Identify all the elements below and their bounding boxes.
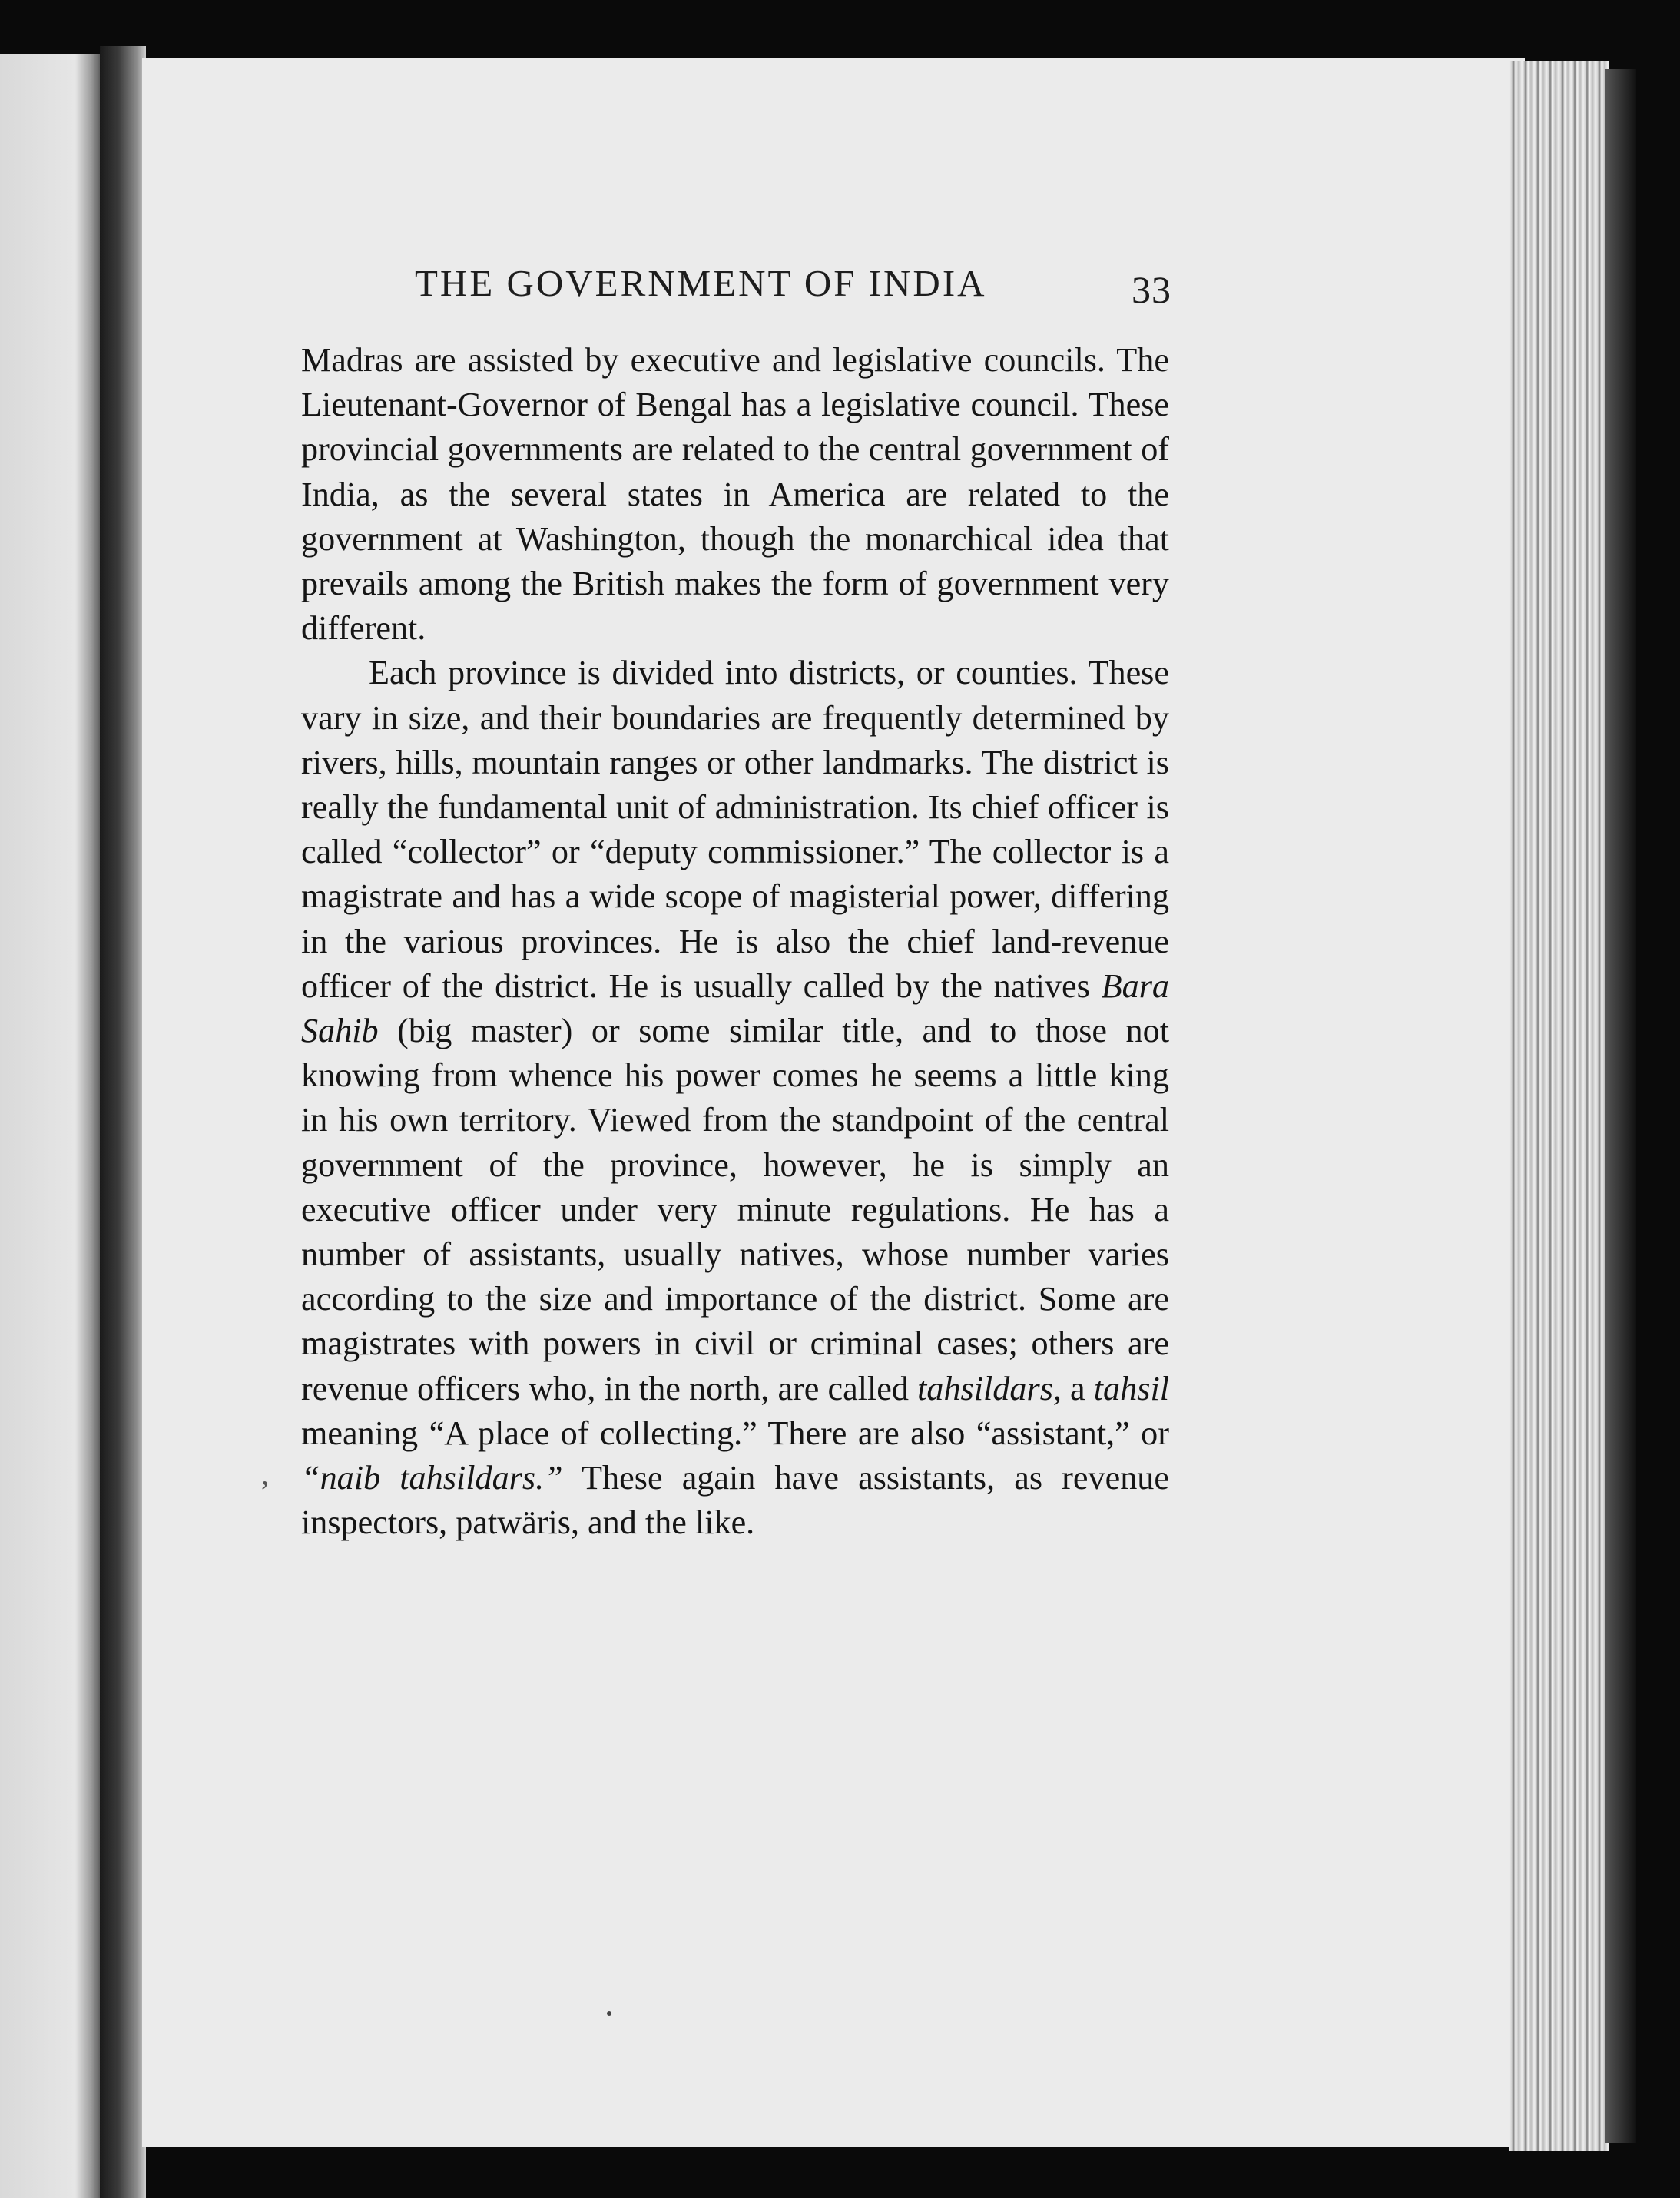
margin-mark: , — [261, 1457, 269, 1491]
italic-tahsildars: tahsildars, — [917, 1369, 1062, 1407]
italic-tahsil: tahsil — [1093, 1369, 1169, 1407]
left-page-edge — [0, 54, 108, 2198]
page-block-edges — [1509, 61, 1609, 2151]
paragraph-2-text-e: These again have assistants, as revenue inspectors, patwäris, and the like. — [301, 1459, 1169, 1542]
paragraph-1-text: Madras are assisted by executive and legislative councils. The Lieutenant-Governor of Bengal has a legislative council. These provincial governments are related to the central government of India, as the several states in America are related to the government at Washington, though the monarchical idea that prevails among the British makes the form of government very different. — [301, 341, 1169, 648]
page-number: 33 — [1132, 268, 1171, 311]
page-edge-shadow — [1605, 69, 1636, 2143]
paragraph-1 — [301, 338, 1169, 651]
paragraph-2 — [301, 651, 1169, 1545]
paragraph-2-text-c: a — [1061, 1369, 1094, 1407]
book-gutter — [100, 46, 146, 2198]
stray-dot — [607, 2011, 611, 2016]
running-head-title: THE GOVERNMENT OF INDIA — [415, 262, 987, 304]
paragraph-2-text-d: meaning “A place of collecting.” There are also “assistant,” or — [301, 1414, 1169, 1452]
paragraph-2-text-a: Each province is divided into districts, or counties. These vary in size, and their boundaries are frequently determined by rivers, hills, mountain ranges or other landmarks. The district is really the fundamental unit of administration. Its chief officer is called “collector” or “deputy commissioner.” The collector is a magistrate and has a wide scope of magisterial power, differing in the various provinces. He is also the chief land-revenue officer of the district. He is usually called by the natives — [301, 654, 1169, 1005]
italic-naib-tahsildars: “naib tahsildars.” — [301, 1459, 563, 1497]
paragraph-2-text-b: (big master) or some similar title, and to those not knowing from whence his power comes he seems a little king in his own territory. Viewed from the standpoint of the central government of the province, however, he is simply an executive officer under very minute regulations. He has a number of assistants, usually natives, whose number varies according to the size and importance of the district. Some are magistrates with powers in civil or criminal cases; others are revenue officers who, in the north, are called — [301, 1012, 1169, 1407]
italic-bara-sahib: Bara Sahib — [301, 966, 1169, 1050]
body-text — [301, 338, 1169, 1545]
